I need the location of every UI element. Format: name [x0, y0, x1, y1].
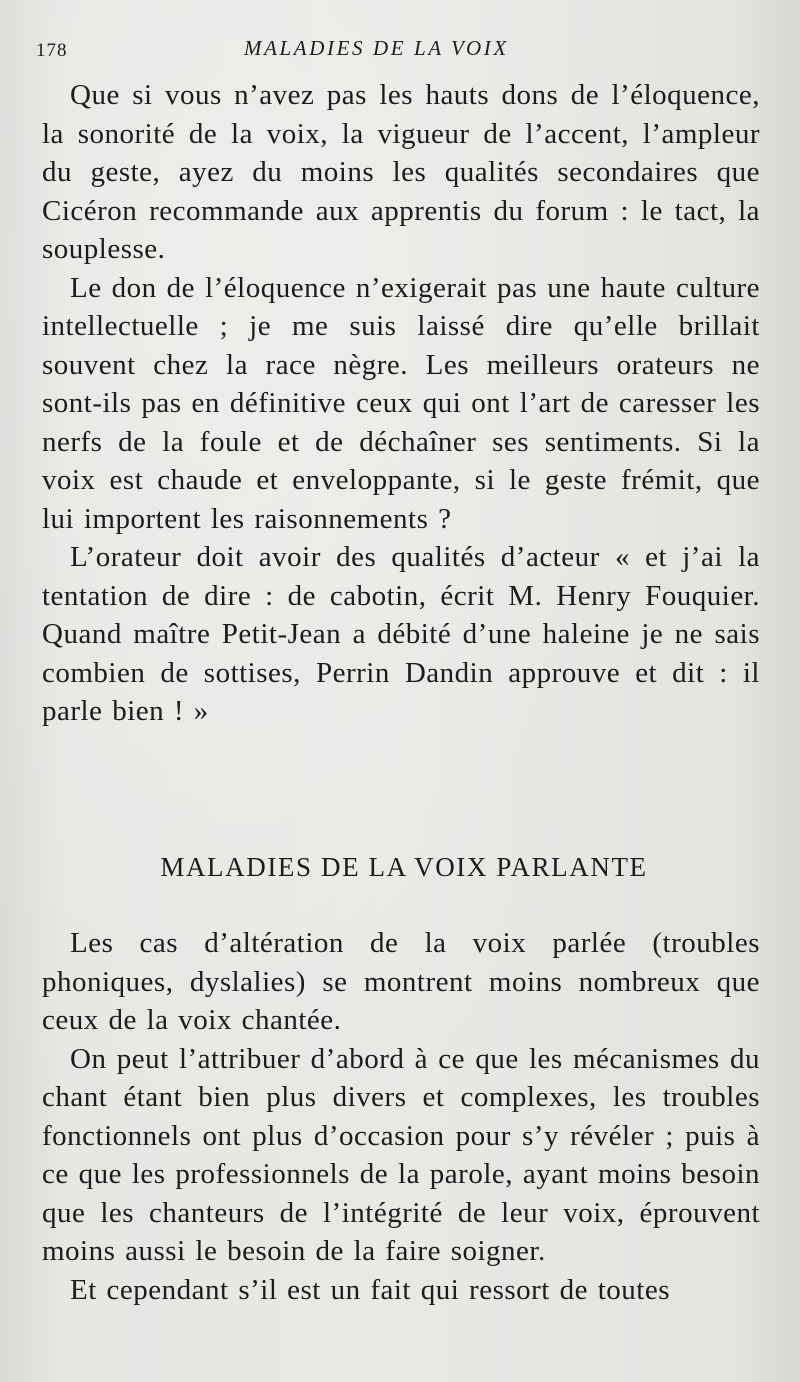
paragraph: On peut l’attribuer d’abord à ce que les mécanismes du chant étant bien plus divers et complexes, les troubles fonctionnels ont plus d’occasion pour s’y révéler ; puis à ce que les professionnels de la parole, ayant moins besoin que les chanteurs de l’intégrité de leur voix, éprouvent moins aussi le besoin de la faire soigner. — [42, 1042, 760, 1267]
text-block-after-heading — [42, 924, 760, 1309]
paragraph: Le don de l’éloquence n’exigerait pas une haute culture intellectuelle ; je me suis laissé dire qu’elle brillait souvent chez la race nègre. Les meilleurs orateurs ne sont-ils pas en définitive ceux qui ont l’art de caresser les nerfs de la foule et de déchaîner ses sentiments. Si la voix est chaude et enveloppante, si le geste frémit, que lui importent les raisonnements ? — [42, 271, 760, 535]
text-block-before-heading — [42, 76, 760, 731]
paragraph: L’orateur doit avoir des qualités d’acteur « et j’ai la tentation de dire : de cabotin, écrit M. Henry Fouquier. Quand maître Petit-Jean a débité d’une haleine je ne sais combien de sottises, Perrin Dandin approuve et dit : il parle bien ! » — [42, 541, 760, 727]
paragraph: Que si vous n’avez pas les hauts dons de l’éloquence, la sonorité de la voix, la vigueur de l’accent, l’ampleur du geste, ayez du moins les qualités secondaires que Cicéron recommande aux apprentis du forum : le tact, la souplesse. — [42, 79, 760, 265]
running-head — [36, 36, 556, 66]
section-heading: MALADIES DE LA VOIX PARLANTE — [160, 852, 648, 882]
page-number: 178 — [36, 40, 68, 61]
paragraph: Et cependant s’il est un fait qui ressort de toutes — [70, 1273, 670, 1306]
running-title: MALADIES DE LA VOIX — [244, 36, 509, 60]
paragraph: Les cas d’altération de la voix parlée (troubles phoniques, dyslalies) se montrent moins nombreux que ceux de la voix chantée. — [42, 927, 760, 1036]
